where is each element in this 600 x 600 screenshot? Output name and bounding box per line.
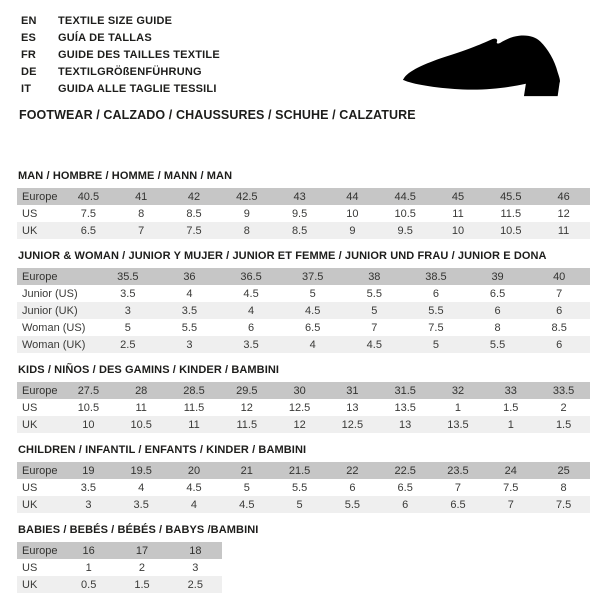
size-value: 13 bbox=[379, 416, 432, 433]
size-value: 5 bbox=[405, 336, 467, 353]
size-value: 12.5 bbox=[288, 401, 311, 414]
size-value: 1 bbox=[484, 416, 537, 433]
size-value: 4 bbox=[168, 496, 221, 513]
language-code: IT bbox=[21, 83, 32, 95]
size-value: 3 bbox=[192, 561, 199, 574]
size-value: 25 bbox=[537, 462, 590, 479]
size-table-header-row bbox=[17, 462, 590, 479]
row-label: Europe bbox=[17, 542, 62, 559]
row-label: US bbox=[22, 207, 38, 220]
size-value: 10.5 bbox=[77, 401, 100, 414]
row-label: UK bbox=[17, 416, 62, 433]
size-value: 6 bbox=[528, 302, 590, 319]
size-table-row bbox=[17, 576, 222, 593]
size-value: 29.5 bbox=[220, 382, 273, 399]
dress-shoe-icon bbox=[392, 31, 575, 100]
size-value: 5.5 bbox=[326, 496, 379, 513]
size-value: 8 bbox=[138, 207, 145, 220]
size-value: 12 bbox=[273, 416, 326, 433]
size-value: 8 bbox=[220, 222, 273, 239]
size-value: 17 bbox=[115, 542, 168, 559]
size-value: 21 bbox=[220, 462, 273, 479]
size-value: 24 bbox=[484, 462, 537, 479]
size-table-row bbox=[17, 416, 590, 433]
size-value: 11 bbox=[537, 222, 590, 239]
size-value: 19 bbox=[62, 462, 115, 479]
size-value: 43 bbox=[273, 188, 326, 205]
size-value: 10.5 bbox=[394, 207, 416, 220]
size-value: 7 bbox=[371, 321, 378, 334]
size-table-row bbox=[17, 302, 590, 319]
size-value: 44.5 bbox=[379, 188, 432, 205]
language-row bbox=[21, 30, 220, 47]
size-value: 12 bbox=[557, 207, 570, 220]
size-table-title: MAN / HOMBRE / HOMME / MANN / MAN bbox=[18, 170, 233, 182]
size-value: 38.5 bbox=[405, 268, 467, 285]
row-label: Junior (US) bbox=[22, 287, 78, 300]
size-value: 45.5 bbox=[484, 188, 537, 205]
size-value: 5 bbox=[124, 321, 131, 334]
size-value: 16 bbox=[62, 542, 115, 559]
size-value: 5.5 bbox=[366, 287, 382, 300]
size-value: 1 bbox=[85, 561, 92, 574]
size-value: 30 bbox=[273, 382, 326, 399]
size-value: 2 bbox=[560, 401, 567, 414]
size-value: 40.5 bbox=[62, 188, 115, 205]
size-value: 10 bbox=[346, 207, 359, 220]
size-value: 11.5 bbox=[500, 207, 522, 220]
size-value: 6 bbox=[379, 496, 432, 513]
size-value: 3.5 bbox=[159, 302, 221, 319]
row-label: UK bbox=[17, 222, 62, 239]
size-value: 7 bbox=[556, 287, 563, 300]
language-row bbox=[21, 13, 220, 30]
size-value: 8 bbox=[494, 321, 501, 334]
size-value: 31 bbox=[326, 382, 379, 399]
language-code: EN bbox=[21, 15, 37, 27]
size-value: 6 bbox=[528, 336, 590, 353]
size-value: 5.5 bbox=[405, 302, 467, 319]
size-value: 10.5 bbox=[484, 222, 537, 239]
size-value: 6.5 bbox=[305, 321, 321, 334]
language-code: DE bbox=[21, 66, 37, 78]
size-value: 3.5 bbox=[80, 481, 97, 494]
size-value: 9 bbox=[243, 207, 250, 220]
size-table bbox=[17, 382, 590, 433]
row-label: US bbox=[22, 561, 38, 574]
row-label: UK bbox=[17, 496, 62, 513]
row-label: US bbox=[22, 481, 38, 494]
size-value: 3.5 bbox=[220, 336, 282, 353]
size-table-row bbox=[17, 205, 590, 222]
size-value: 8.5 bbox=[186, 207, 202, 220]
size-value: 5 bbox=[344, 302, 406, 319]
language-label: TEXTILE SIZE GUIDE bbox=[58, 15, 173, 27]
size-value: 42.5 bbox=[220, 188, 273, 205]
size-value: 6.5 bbox=[397, 481, 413, 494]
size-value: 6 bbox=[248, 321, 255, 334]
size-value: 5.5 bbox=[291, 481, 308, 494]
size-value: 11.5 bbox=[183, 401, 205, 414]
size-value: 6.5 bbox=[432, 496, 485, 513]
language-label: GUÍA DE TALLAS bbox=[58, 32, 152, 44]
size-table bbox=[17, 268, 590, 353]
size-table-section bbox=[17, 250, 590, 353]
size-value: 3.5 bbox=[120, 287, 136, 300]
size-value: 1.5 bbox=[503, 401, 519, 414]
size-value: 10.5 bbox=[115, 416, 168, 433]
size-table-row bbox=[17, 479, 590, 496]
size-value: 7.5 bbox=[537, 496, 590, 513]
size-value: 44 bbox=[326, 188, 379, 205]
size-value: 7 bbox=[484, 496, 537, 513]
size-table-row bbox=[17, 285, 590, 302]
size-value: 9 bbox=[326, 222, 379, 239]
size-value: 28 bbox=[115, 382, 168, 399]
size-value: 5.5 bbox=[181, 321, 198, 334]
size-value: 9.5 bbox=[379, 222, 432, 239]
size-value: 45 bbox=[432, 188, 485, 205]
row-label: US bbox=[22, 401, 38, 414]
size-value: 28.5 bbox=[168, 382, 221, 399]
row-label: Europe bbox=[17, 462, 62, 479]
size-value: 18 bbox=[169, 542, 222, 559]
size-value: 21.5 bbox=[273, 462, 326, 479]
language-label: TEXTILGRÖßENFÜHRUNG bbox=[58, 66, 202, 78]
size-table-section bbox=[17, 170, 590, 239]
category-heading: FOOTWEAR / CALZADO / CHAUSSURES / SCHUHE / CALZATURE bbox=[19, 108, 416, 122]
size-value: 6.5 bbox=[489, 287, 506, 300]
size-value: 11.5 bbox=[220, 416, 273, 433]
size-value: 37.5 bbox=[282, 268, 344, 285]
size-value: 6 bbox=[349, 481, 356, 494]
size-value: 10 bbox=[62, 416, 115, 433]
size-table-row bbox=[17, 496, 590, 513]
size-table-header-row bbox=[17, 268, 590, 285]
size-value: 7.5 bbox=[428, 321, 444, 334]
size-value: 46 bbox=[537, 188, 590, 205]
size-value: 4.5 bbox=[220, 496, 273, 513]
size-value: 13.5 bbox=[394, 401, 416, 414]
size-value: 4 bbox=[186, 287, 193, 300]
size-table-title: CHILDREN / INFANTIL / ENFANTS / KINDER / BAMBINI bbox=[18, 444, 307, 456]
language-code: FR bbox=[21, 49, 37, 61]
size-value: 3 bbox=[159, 336, 221, 353]
size-value: 12.5 bbox=[326, 416, 379, 433]
size-value: 33 bbox=[484, 382, 537, 399]
size-table-title: JUNIOR & WOMAN / JUNIOR Y MUJER / JUNIOR ET FEMME / JUNIOR UND FRAU / JUNIOR E DONA bbox=[18, 250, 547, 262]
size-value: 11 bbox=[168, 416, 221, 433]
size-value: 6.5 bbox=[62, 222, 115, 239]
size-value: 1.5 bbox=[115, 576, 168, 593]
row-label: Woman (UK) bbox=[17, 336, 97, 353]
size-value: 20 bbox=[168, 462, 221, 479]
language-row bbox=[21, 47, 220, 64]
size-value: 4.5 bbox=[186, 481, 202, 494]
size-table-header-row bbox=[17, 188, 590, 205]
size-value: 22 bbox=[326, 462, 379, 479]
size-value: 23.5 bbox=[432, 462, 485, 479]
size-value: 3 bbox=[97, 302, 159, 319]
size-value: 5 bbox=[273, 496, 326, 513]
size-table-row bbox=[17, 319, 590, 336]
size-value: 40 bbox=[528, 268, 590, 285]
size-value: 6 bbox=[432, 287, 439, 300]
size-table-header-row bbox=[17, 382, 590, 399]
size-value: 7.5 bbox=[168, 222, 221, 239]
size-value: 2 bbox=[138, 561, 146, 574]
size-value: 32 bbox=[432, 382, 485, 399]
size-value: 0.5 bbox=[62, 576, 115, 593]
size-value: 8.5 bbox=[273, 222, 326, 239]
size-table-row bbox=[17, 559, 222, 576]
size-value: 41 bbox=[115, 188, 168, 205]
size-value: 33.5 bbox=[537, 382, 590, 399]
size-value: 27.5 bbox=[62, 382, 115, 399]
size-value: 42 bbox=[168, 188, 221, 205]
size-table-header-row bbox=[17, 542, 222, 559]
size-value: 1.5 bbox=[537, 416, 590, 433]
size-table-title: BABIES / BEBÉS / BÉBÉS / BABYS /BAMBINI bbox=[18, 524, 259, 536]
size-table-section bbox=[17, 524, 590, 593]
size-value: 7.5 bbox=[80, 207, 97, 220]
language-legend bbox=[21, 13, 220, 98]
size-value: 1 bbox=[454, 401, 462, 414]
size-table bbox=[17, 542, 222, 593]
size-value: 11 bbox=[135, 401, 147, 414]
size-value: 4.5 bbox=[282, 302, 344, 319]
language-code: ES bbox=[21, 32, 37, 44]
size-value: 2.5 bbox=[97, 336, 159, 353]
size-value: 7 bbox=[454, 481, 462, 494]
size-value: 35.5 bbox=[97, 268, 159, 285]
size-table-section bbox=[17, 444, 590, 513]
size-value: 2.5 bbox=[169, 576, 222, 593]
size-value: 12 bbox=[240, 401, 253, 414]
size-value: 6 bbox=[467, 302, 529, 319]
size-value: 13.5 bbox=[432, 416, 485, 433]
size-value: 4 bbox=[138, 481, 145, 494]
language-row bbox=[21, 64, 220, 81]
size-value: 22.5 bbox=[379, 462, 432, 479]
size-value: 7 bbox=[115, 222, 168, 239]
size-value: 7.5 bbox=[503, 481, 519, 494]
size-value: 36.5 bbox=[220, 268, 282, 285]
size-value: 5 bbox=[309, 287, 316, 300]
language-label: GUIDE DES TAILLES TEXTILE bbox=[58, 49, 220, 61]
size-table-title: KIDS / NIÑOS / DES GAMINS / KINDER / BAMBINI bbox=[18, 364, 280, 376]
size-table bbox=[17, 188, 590, 239]
size-value: 4 bbox=[220, 302, 282, 319]
size-value: 39 bbox=[467, 268, 529, 285]
size-value: 8 bbox=[560, 481, 567, 494]
size-value: 5 bbox=[243, 481, 250, 494]
language-row bbox=[21, 81, 220, 98]
size-table-row bbox=[17, 336, 590, 353]
row-label: Junior (UK) bbox=[17, 302, 97, 319]
size-value: 8.5 bbox=[551, 321, 567, 334]
size-value: 4.5 bbox=[344, 336, 406, 353]
size-table-row bbox=[17, 222, 590, 239]
size-table-section bbox=[17, 364, 590, 433]
size-value: 4 bbox=[282, 336, 344, 353]
size-value: 3 bbox=[62, 496, 115, 513]
row-label: UK bbox=[17, 576, 62, 593]
size-table bbox=[17, 462, 590, 513]
row-label: Woman (US) bbox=[22, 321, 86, 334]
language-label: GUIDA ALLE TAGLIE TESSILI bbox=[58, 83, 217, 95]
size-table-row bbox=[17, 399, 590, 416]
size-value: 38 bbox=[344, 268, 406, 285]
row-label: Europe bbox=[17, 268, 97, 285]
size-value: 9.5 bbox=[291, 207, 308, 220]
size-value: 36 bbox=[159, 268, 221, 285]
row-label: Europe bbox=[17, 382, 62, 399]
row-label: Europe bbox=[17, 188, 62, 205]
size-value: 5.5 bbox=[467, 336, 529, 353]
size-value: 19.5 bbox=[115, 462, 168, 479]
size-value: 10 bbox=[432, 222, 485, 239]
size-value: 31.5 bbox=[379, 382, 432, 399]
size-value: 3.5 bbox=[115, 496, 168, 513]
size-value: 4.5 bbox=[243, 287, 259, 300]
size-value: 11 bbox=[452, 207, 464, 220]
size-tables bbox=[17, 170, 590, 593]
size-value: 13 bbox=[346, 401, 359, 414]
